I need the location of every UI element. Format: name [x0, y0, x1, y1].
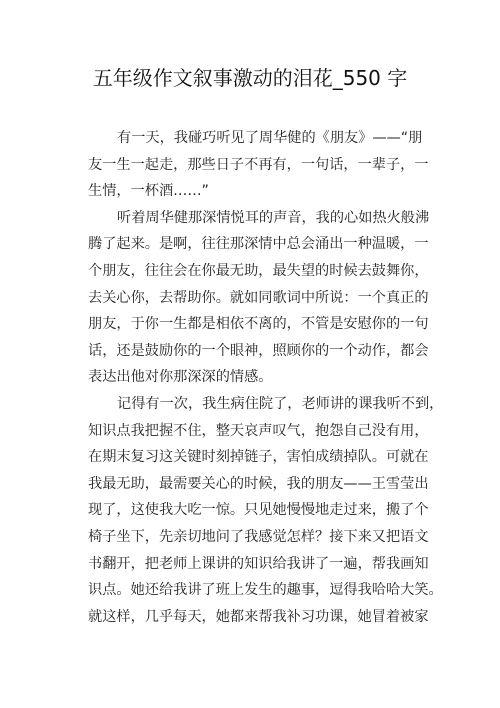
text-line: 我最无助，最需要关心的时候，我的朋友——王雪莹出: [88, 475, 429, 492]
text-line: 生情，一杯酒……”: [88, 183, 209, 200]
paragraph-1: [88, 125, 429, 205]
text-line: 识点。她还给我讲了班上发生的趣事，逗得我哈哈大笑。: [88, 582, 443, 599]
paragraph-2: [88, 205, 430, 391]
paragraph-3: [88, 391, 444, 630]
text-line: 腾了起来。是啊，往往那深情中总会涌出一种温暖，一: [88, 236, 429, 253]
text-line: 个朋友，往往会在你最无助，最失望的时候去鼓舞你，: [88, 262, 429, 279]
text-line: 椅子坐下，先亲切地问了我感觉怎样？接下来又把语文: [88, 528, 429, 545]
text-line: 就这样，几乎每天，她都来帮我补习功课，她冒着被家: [88, 608, 429, 625]
document-body: [88, 125, 444, 630]
text-line: 话，还是鼓励你的一个眼神，照顾你的一个动作，都会: [88, 342, 429, 359]
text-line: 去关心你，去帮助你。就如同歌词中所说：一个真正的: [88, 289, 429, 306]
text-line: 知识点我把握不住，整天哀声叹气，抱怨自己没有用，: [88, 422, 429, 439]
text-line: 记得有一次，我生病住院了，老师讲的课我听不到，: [117, 395, 444, 412]
text-line: 有一天，我碰巧听见了周华健的《朋友》——“朋: [117, 130, 423, 146]
text-line: 朋友，于你一生都是相依不离的，不管是安慰你的一句: [88, 316, 429, 333]
text-line: 在期末复习这关键时刻掉链子，害怕成绩掉队。可就在: [88, 449, 429, 466]
text-line: 书翻开，把老师上课讲的知识给我讲了一遍，帮我画知: [88, 555, 429, 572]
text-line: 表达出他对你那深深的情感。: [88, 369, 273, 386]
text-line: 听着周华健那深情悦耳的声音，我的心如热火般沸: [117, 209, 430, 226]
text-line: 友一生一起走，那些日子不再有，一句话，一辈子，一: [88, 156, 429, 173]
text-line: 现了，这使我大吃一惊。只见她慢慢地走过来，搬了个: [88, 502, 429, 519]
document-title: 五年级作文叙事激动的泪花_550 字: [92, 66, 408, 90]
